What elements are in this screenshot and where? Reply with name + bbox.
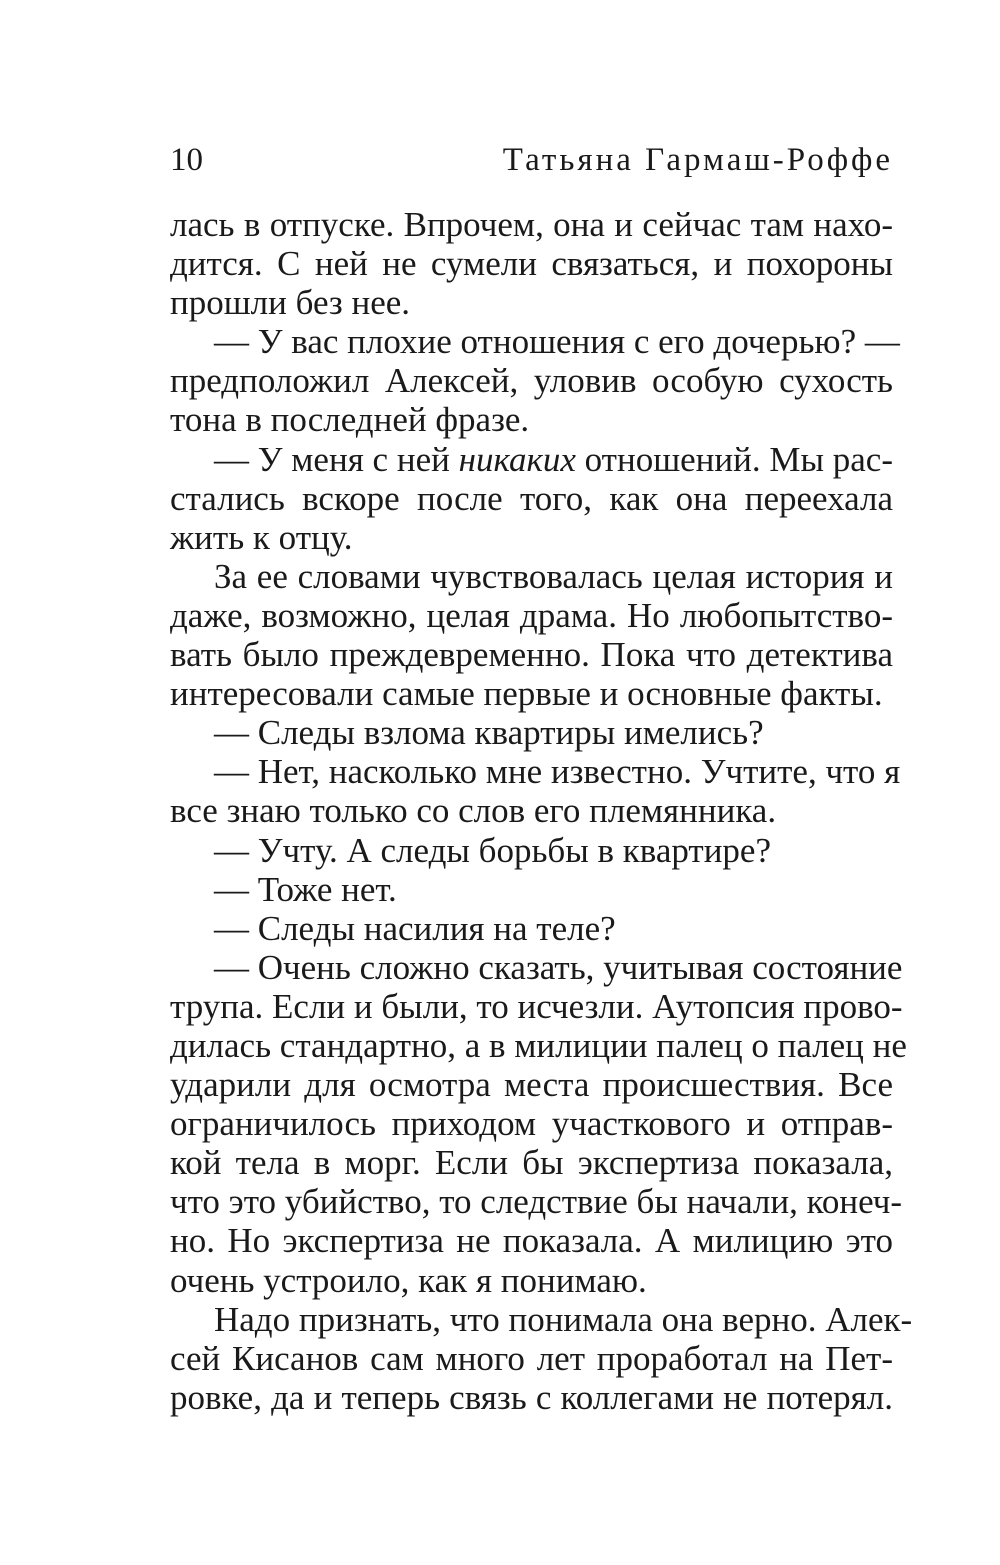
- text-run: отношений. Мы рас-: [575, 439, 893, 479]
- paragraph: [170, 909, 893, 948]
- text-line: — Учту. А следы борьбы в квартире?: [214, 830, 771, 870]
- paragraph: [170, 947, 907, 1300]
- text-line: [170, 440, 893, 479]
- text-line: За ее словами чувствовалась целая история и: [214, 556, 893, 596]
- text-line: ограничилось приходом участкового и отправ-: [170, 1104, 893, 1144]
- text-line: трупа. Если и были, то исчезли. Аутопсия прово-: [170, 986, 903, 1026]
- paragraph: [170, 557, 893, 713]
- text-line: лась в отпуске. Впрочем, она и сейчас там нахо-: [170, 205, 893, 244]
- text-line: — Очень сложно сказать, учитывая состояние: [214, 947, 903, 987]
- text-line: сей Кисанов сам много лет проработал на Пет-: [170, 1338, 893, 1378]
- text-line: — Следы взлома квартиры имелись?: [214, 713, 764, 753]
- text-line: предположил Алексей, уловив особую сухость: [170, 361, 893, 401]
- paragraph: [170, 713, 893, 752]
- text-run: — У меня с ней: [214, 439, 459, 479]
- text-line: но. Но экспертиза не показала. А милицию это: [170, 1221, 893, 1261]
- paragraph: [170, 322, 900, 440]
- paragraph: [170, 205, 893, 322]
- text-line: — Следы насилия на теле?: [214, 908, 616, 948]
- text-line: очень устроило, как я понимаю.: [170, 1260, 647, 1300]
- text-line: — Тоже нет.: [214, 869, 397, 909]
- page-header: [170, 140, 893, 180]
- text-line: прошли без нее.: [170, 283, 411, 323]
- text-line: даже, возможно, целая драма. Но любопытство-: [170, 595, 893, 635]
- paragraph: [170, 831, 893, 870]
- paragraph: [170, 752, 901, 831]
- text-line: все знаю только со слов его племянника.: [170, 791, 777, 831]
- page-number: 10: [170, 142, 203, 178]
- italic-emphasis: никаких: [458, 439, 576, 479]
- paragraph: [170, 870, 893, 909]
- text-line: жить к отцу.: [170, 517, 353, 557]
- text-line: что это убийство, то следствие бы начали, конеч-: [170, 1182, 903, 1222]
- text-line: — Нет, насколько мне известно. Учтите, что я: [214, 752, 901, 792]
- text-line: кой тела в морг. Если бы экспертиза показала,: [170, 1143, 893, 1183]
- text-line: — У вас плохие отношения с его дочерью? —: [214, 322, 900, 362]
- text-line: ровке, да и теперь связь с коллегами не потерял.: [170, 1377, 893, 1417]
- text-line: дилась стандартно, а в милиции палец о палец не: [170, 1025, 907, 1065]
- paragraph: [170, 1299, 913, 1417]
- text-line: дится. С ней не сумели связаться, и похороны: [170, 244, 893, 284]
- text-line: ударили для осмотра места происшествия. Все: [170, 1065, 893, 1105]
- text-line: Надо признать, что понимала она верно. Алек-: [214, 1299, 913, 1339]
- text-line: стались вскоре после того, как она переехала: [170, 478, 893, 518]
- running-head-author: Татьяна Гармаш-Роффе: [502, 142, 893, 178]
- text-line: интересовали самые первые и основные факты.: [170, 674, 883, 714]
- body-text: [170, 205, 913, 1417]
- paragraph: [170, 440, 893, 557]
- text-line: вать было преждевременно. Пока что детектива: [170, 635, 893, 675]
- text-line: тона в последней фразе.: [170, 400, 530, 440]
